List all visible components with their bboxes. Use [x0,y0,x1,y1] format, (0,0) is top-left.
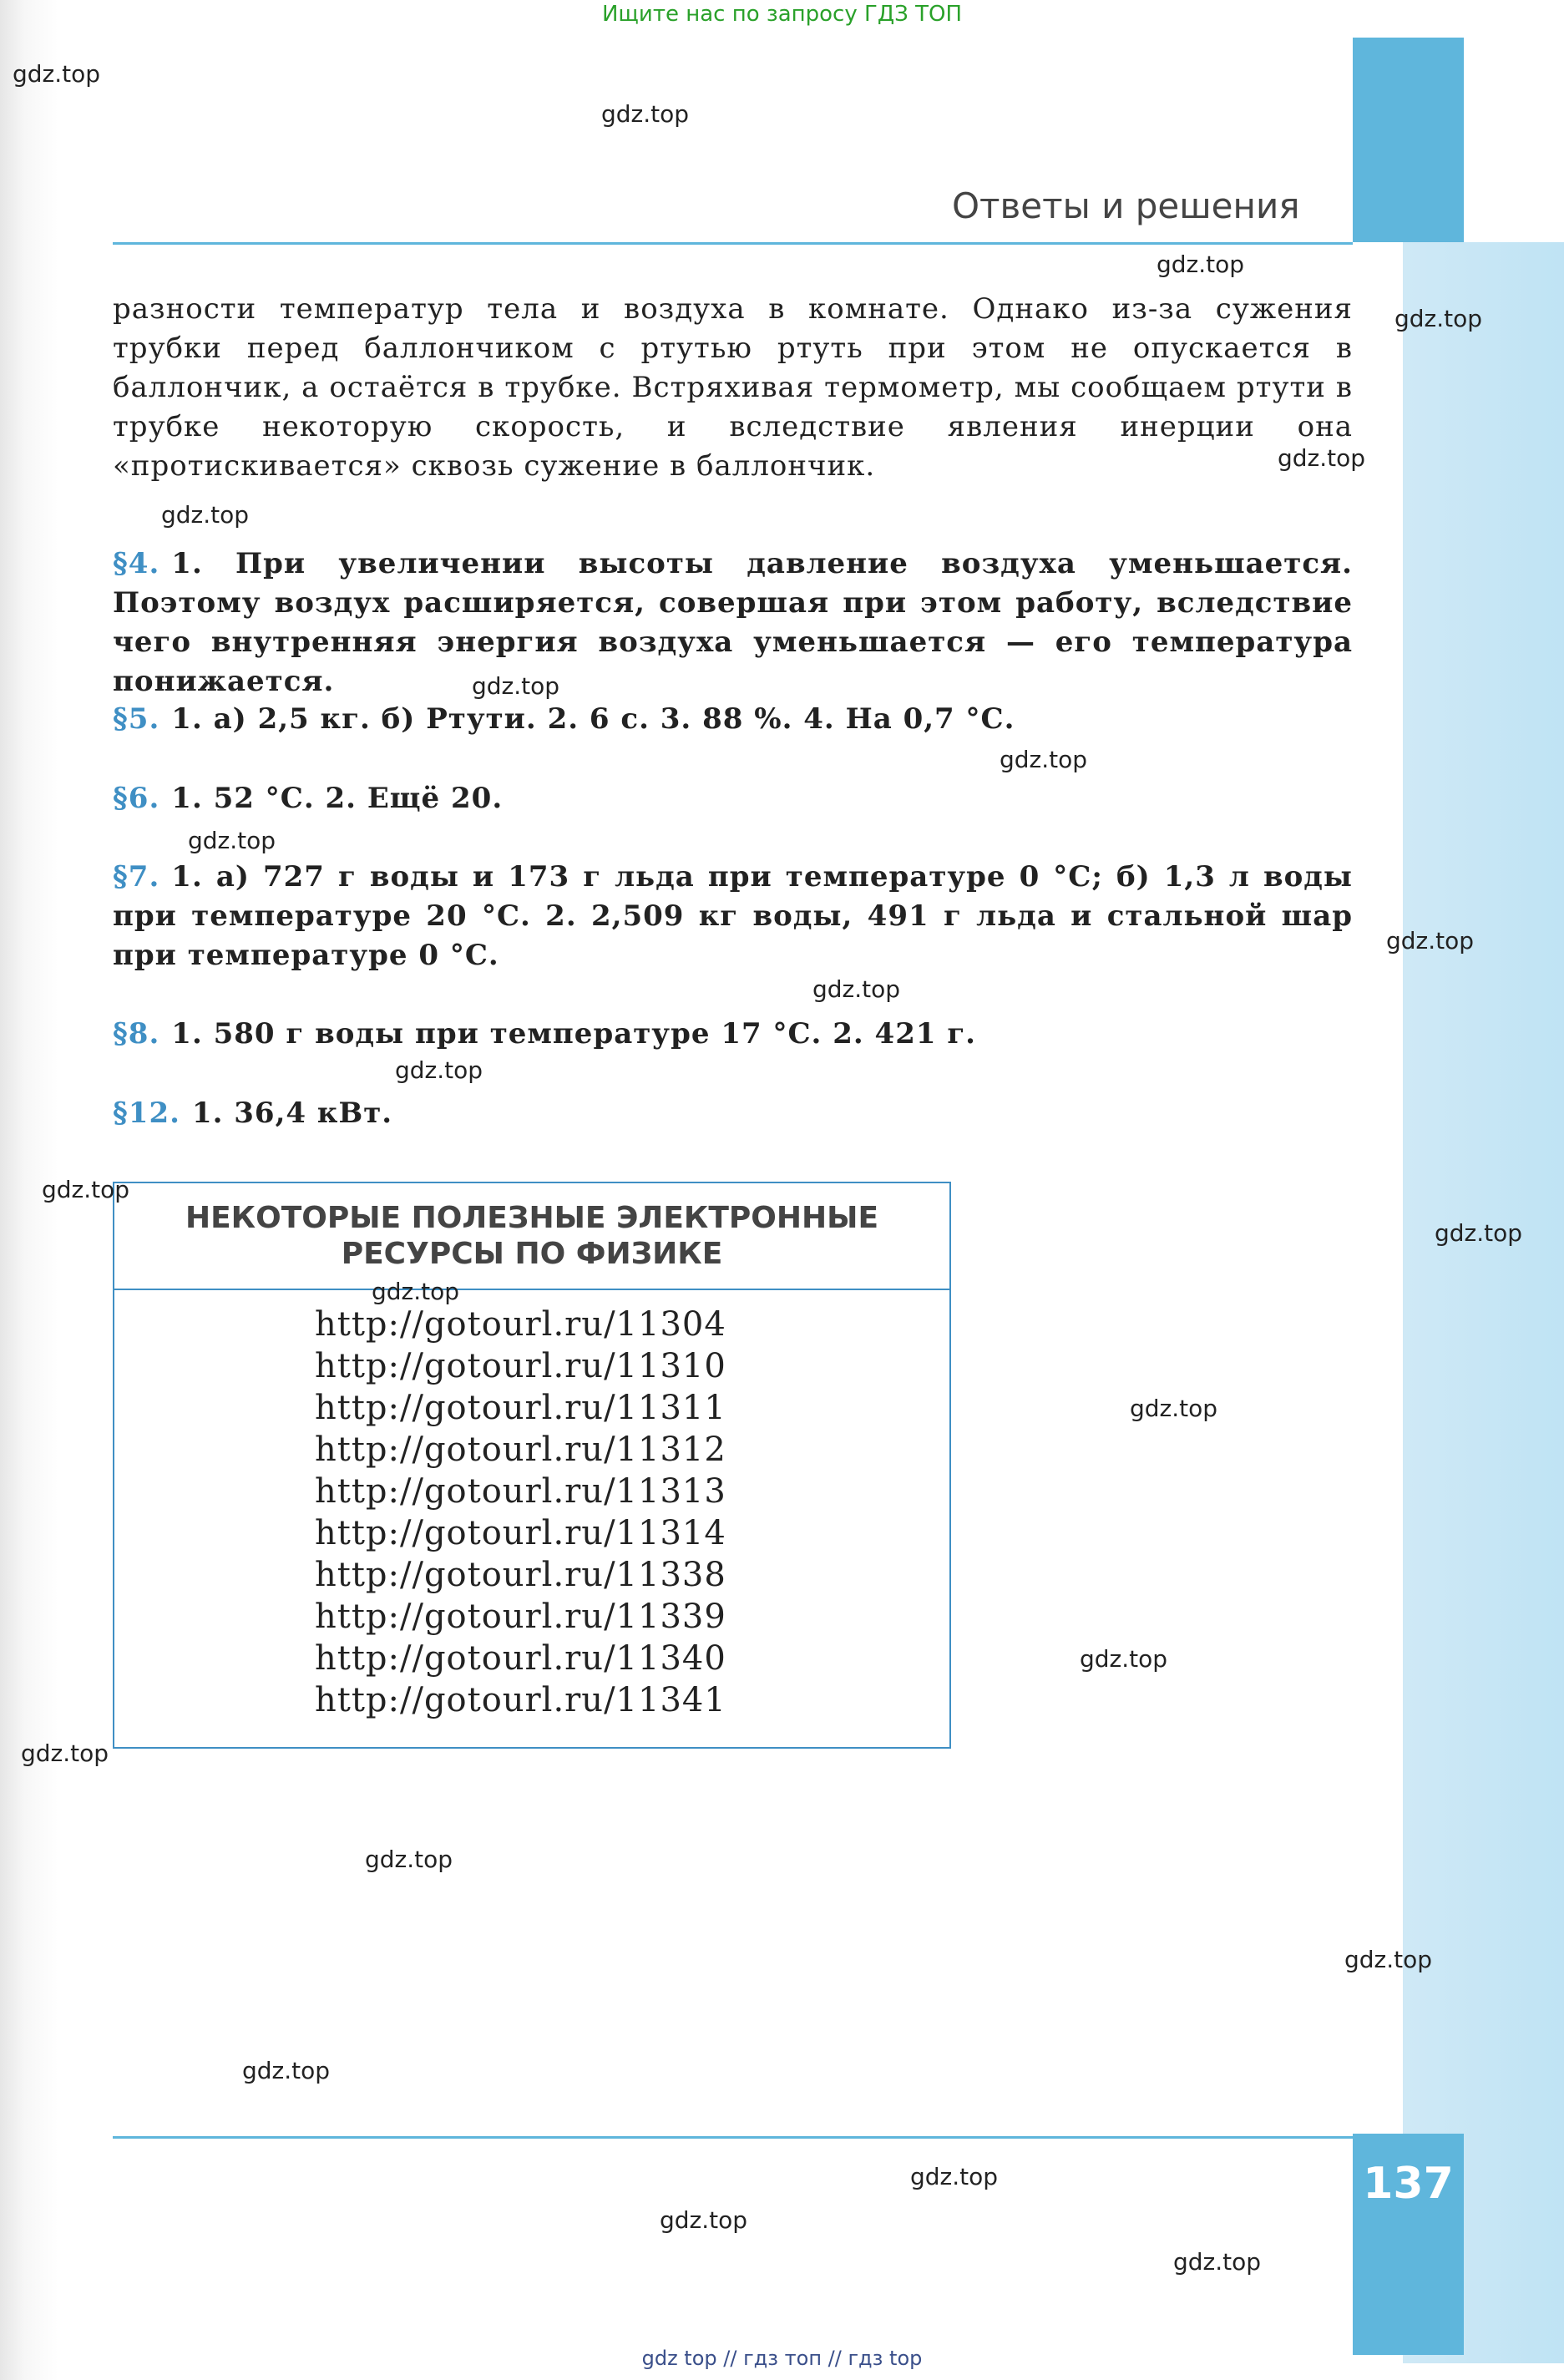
watermark: gdz.top [395,1056,483,1084]
answer-section-4 [113,544,1353,701]
watermark: gdz.top [42,1176,130,1203]
resource-link[interactable]: http://gotourl.ru/11304 [315,1305,726,1344]
watermark: gdz.top [1278,444,1366,472]
watermark: gdz.top [1000,746,1088,773]
resources-title [114,1183,949,1290]
footer-banner[interactable]: gdz top // гдз топ // гдз top [641,2347,923,2370]
section-number: §8. [113,1017,160,1051]
resource-link[interactable]: http://gotourl.ru/11311 [315,1389,726,1427]
page-number: 137 [1363,2159,1454,2209]
watermark: gdz.top [601,100,690,128]
resource-link[interactable]: http://gotourl.ru/11313 [315,1472,726,1511]
paragraph: разности температур тела и воздуха в комнате. Однако из-за сужения трубки перед баллончиком с ртутью ртуть при этом не опускается в баллончик, а остаётся в трубке. Встряхивая термометр, мы сообщаем ртути в трубке некоторую скорость, и вследствие явления инерции она «протискивается» сквозь сужение в баллончик. [113,292,1353,483]
footer-rule [113,2136,1353,2139]
watermark: gdz.top [472,672,560,700]
resource-link[interactable]: http://gotourl.ru/11312 [315,1431,726,1469]
section-number: §4. [113,547,160,580]
answer-text: 1. а) 2,5 кг. б) Ртути. 2. 6 с. 3. 88 %. 4. На 0,7 °С. [171,702,1015,736]
watermark: gdz.top [1394,305,1483,332]
answer-text: 1. а) 727 г воды и 173 г льда при температуре 0 °С; б) 1,3 л воды при температуре 20 °С. 2. 2,509 кг воды, 491 г льда и стальной шар при температуре 0 °С. [113,860,1353,972]
resource-link[interactable]: http://gotourl.ru/11339 [315,1598,726,1636]
top-banner[interactable]: Ищите нас по запросу ГДЗ ТОП [601,2,963,27]
answer-text: 1. 52 °С. 2. Ещё 20. [171,782,504,815]
watermark: gdz.top [365,1846,453,1873]
resource-link[interactable]: http://gotourl.ru/11341 [315,1681,726,1719]
resources-box [113,1182,951,1749]
answer-text: 1. 36,4 кВт. [191,1096,393,1130]
watermark: gdz.top [1080,1645,1168,1673]
watermark: gdz.top [188,827,276,854]
watermark: gdz.top [910,2163,999,2190]
watermark: gdz.top [812,975,901,1003]
watermark: gdz.top [242,2057,331,2084]
watermark: gdz.top [1157,251,1245,278]
section-number: §6. [113,782,160,815]
answer-text: 1. При увеличении высоты давление воздуха уменьшается. Поэтому воздух расширяется, совершая при этом работу, вследствие чего внутренняя энергия воздуха уменьшается — его температура понижается. [113,547,1353,698]
watermark: gdz.top [1435,1219,1523,1247]
header-tab-block [1353,38,1464,242]
header-rule [113,242,1353,245]
resources-title-line-2: РЕСУРСЫ ПО ФИЗИКЕ [341,1237,723,1271]
section-number: §5. [113,702,160,736]
resource-link[interactable]: http://gotourl.ru/11338 [315,1556,726,1594]
resource-link-list [114,1290,949,1721]
resource-link[interactable]: http://gotourl.ru/11340 [315,1639,726,1678]
answer-section-7 [113,858,1353,975]
resource-link[interactable]: http://gotourl.ru/11310 [315,1347,726,1385]
answer-section-6 [113,779,1353,818]
answer-section-12 [113,1094,1353,1133]
watermark: gdz.top [1173,2248,1262,2276]
watermark: gdz.top [1344,1946,1433,1973]
watermark: gdz.top [1386,927,1475,955]
watermark: gdz.top [161,501,250,529]
right-margin-strip [1403,242,1564,2363]
section-number: §7. [113,860,160,894]
answer-section-5 [113,700,1353,739]
section-number: §12. [113,1096,180,1130]
section-title: Ответы и решения [952,185,1300,226]
resource-link[interactable]: http://gotourl.ru/11314 [315,1514,726,1552]
answer-section-8 [113,1015,1353,1054]
watermark: gdz.top [372,1278,460,1305]
watermark: gdz.top [1130,1395,1218,1422]
watermark: gdz.top [660,2206,748,2234]
answer-text: 1. 580 г воды при температуре 17 °С. 2. 421 г. [171,1017,977,1051]
watermark: gdz.top [13,60,101,88]
watermark: gdz.top [21,1739,109,1767]
resources-title-line-1: НЕКОТОРЫЕ ПОЛЕЗНЫЕ ЭЛЕКТРОННЫЕ [185,1201,879,1235]
